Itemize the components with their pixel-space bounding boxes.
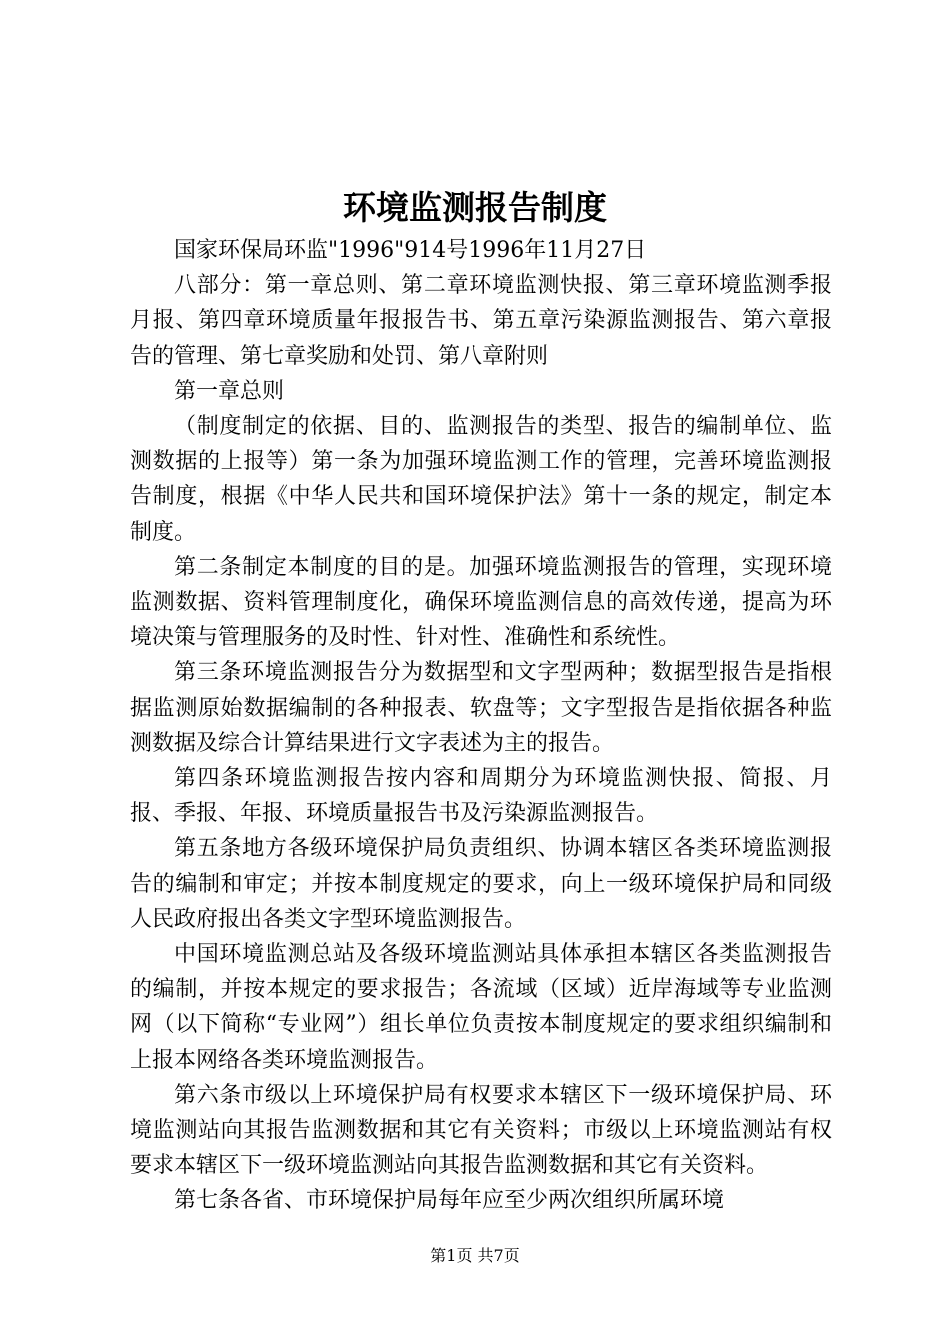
paragraph-outline: 八部分：第一章总则、第二章环境监测快报、第三章环境监测季报月报、第四章环境质量年报报告书、第五章污染源监测报告、第六章报告的管理、第七章奖励和处罚、第八章附则	[130, 273, 832, 369]
paragraph-article-5-cont: 中国环境监测总站及各级环境监测站具体承担本辖区各类监测报告的编制，并按本规定的要求报告；各流域（区域）近岸海域等专业监测网（以下简称“专业网”）组长单位负责按本制度规定的要求组织编制和上报本网络各类环境监测报告。	[130, 942, 832, 1073]
chapter-heading: 第一章总则	[174, 378, 285, 404]
paragraph-issue-info: 国家环保局环监"1996"914号1996年11月27日	[174, 238, 647, 263]
paragraph-article-6: 第六条市级以上环境保护局有权要求本辖区下一级环境保护局、环境监测站向其报告监测数据和其它有关资料；市级以上环境监测站有权要求本辖区下一级环境监测站向其报告监测数据和其它有关资料。	[130, 1082, 832, 1179]
document-title: 环境监测报告制度	[343, 188, 607, 227]
paragraph-article-7: 第七条各省、市环境保护局每年应至少两次组织所属环境	[174, 1188, 725, 1214]
paragraph-article-2: 第二条制定本制度的目的是。加强环境监测报告的管理，实现环境监测数据、资料管理制度化，确保环境监测信息的高效传递，提高为环境决策与管理服务的及时性、针对性、准确性和系统性。	[130, 554, 832, 651]
paragraph-article-4: 第四条环境监测报告按内容和周期分为环境监测快报、简报、月报、季报、年报、环境质量报告书及污染源监测报告。	[130, 766, 832, 827]
paragraph-article-1: （制度制定的依据、目的、监测报告的类型、报告的编制单位、监测数据的上报等）第一条为加强环境监测工作的管理，完善环境监测报告制度，根据《中华人民共和国环境保护法》第十一条的规定，制定本制度。	[130, 414, 832, 545]
document-body	[130, 233, 832, 1219]
page-number-footer: 第1页 共7页	[430, 1246, 520, 1265]
paragraph-article-3: 第三条环境监测报告分为数据型和文字型两种；数据型报告是指根据监测原始数据编制的各种报表、软盘等；文字型报告是指依据各种监测数据及综合计算结果进行文字表述为主的报告。	[130, 660, 832, 756]
paragraph-article-5: 第五条地方各级环境保护局负责组织、协调本辖区各类环境监测报告的编制和审定；并按本制度规定的要求，向上一级环境保护局和同级人民政府报出各类文字型环境监测报告。	[130, 836, 832, 932]
